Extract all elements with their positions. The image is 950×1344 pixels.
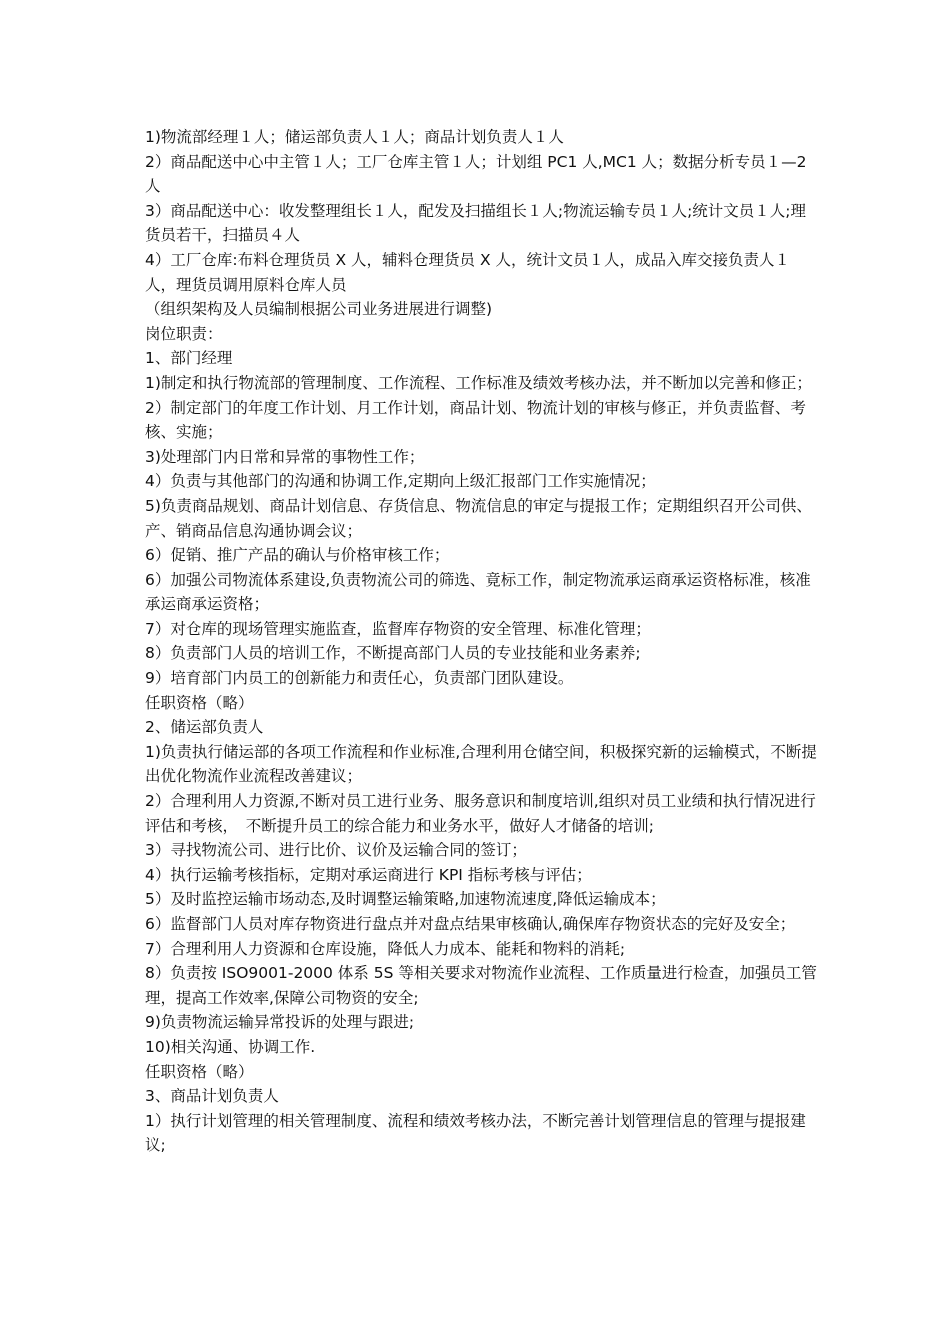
staffing-line-2: 2）商品配送中心中主管１人；工厂仓库主管１人；计划组 PC1 人,MC1 人；数据分析专员１—2 人 bbox=[145, 152, 807, 196]
duty-item: 6）监督部门人员对库存物资进行盘点并对盘点结果审核确认,确保库存物资状态的完好及安全； bbox=[145, 915, 796, 933]
staffing-note: （组织架构及人员编制根据公司业务进展进行调整) bbox=[145, 300, 493, 319]
duty-item: 4）负责与其他部门的沟通和协调工作,定期向上级汇报部门工作实施情况； bbox=[145, 472, 656, 491]
duty-item: 2）合理利用人力资源,不断对员工进行业务、服务意识和制度培训,组织对员工业绩和执行情况进行评估和考核， 不断提升员工的综合能力和业务水平，做好人才储备的培训; bbox=[145, 792, 816, 835]
duty-item: 5）及时监控运输市场动态,及时调整运输策略,加速物流速度,降低运输成本； bbox=[145, 890, 666, 909]
role-heading-department-manager: 1、部门经理 bbox=[145, 349, 233, 368]
duty-item: 2）制定部门的年度工作计划、月工作计划，商品计划、物流计划的审核与修正，并负责监督、考核、实施； bbox=[145, 398, 806, 442]
qualification-note: 任职资格（略） bbox=[145, 693, 254, 712]
duty-item: 3）寻找物流公司、进行比价、议价及运输合同的签订； bbox=[145, 841, 527, 860]
role-heading-warehouse-transport: 2、储运部负责人 bbox=[145, 718, 264, 737]
duty-item: 6）促销、推广产品的确认与价格审核工作； bbox=[145, 546, 450, 565]
staffing-line-4: 4）工厂仓库:布料仓理货员 X 人，辅料仓理货员 X 人，统计文员１人，成品入库交接负责人１人，理货员调用原料仓库人员 bbox=[145, 250, 791, 294]
section-heading-duties: 岗位职责： bbox=[145, 324, 223, 343]
duty-item: 9)负责物流运输异常投诉的处理与跟进; bbox=[145, 1013, 415, 1032]
duty-item: 8）负责按 ISO9001-2000 体系 5S 等相关要求对物流作业流程、工作质量进行检查，加强员工管理，提高工作效率,保障公司物资的安全; bbox=[145, 964, 817, 1007]
duty-item: 1）执行计划管理的相关管理制度、流程和绩效考核办法，不断完善计划管理信息的管理与提报建议; bbox=[145, 1111, 806, 1155]
duty-item: 1)负责执行储运部的各项工作流程和作业标准,合理利用仓储空间，积极探究新的运输模式，不断提出优化物流作业流程改善建议； bbox=[145, 742, 817, 786]
duty-item: 10)相关沟通、协调工作. bbox=[145, 1037, 316, 1056]
duty-item: 4）执行运输考核指标，定期对承运商进行 KPI 指标考核与评估； bbox=[145, 865, 592, 884]
duty-item: 7）合理利用人力资源和仓库设施，降低人力成本、能耗和物料的消耗; bbox=[145, 939, 626, 958]
document-body bbox=[145, 125, 820, 1158]
qualification-note: 任职资格（略） bbox=[145, 1062, 254, 1081]
staffing-line-3: 3）商品配送中心：收发整理组长１人，配发及扫描组长１人;物流运输专员１人;统计文员１人;理货员若干，扫描员４人 bbox=[145, 201, 807, 245]
duty-item: 5)负责商品规划、商品计划信息、存货信息、物流信息的审定与提报工作；定期组织召开公司供、产、销商品信息沟通协调会议； bbox=[145, 496, 812, 540]
duty-item: 9）培育部门内员工的创新能力和责任心，负责部门团队建设。 bbox=[145, 669, 574, 688]
role-heading-product-planning: 3、商品计划负责人 bbox=[145, 1087, 279, 1106]
duty-item: 1)制定和执行物流部的管理制度、工作流程、工作标准及绩效考核办法，并不断加以完善和修正； bbox=[145, 373, 812, 392]
staffing-line-1: 1)物流部经理１人；储运部负责人１人；商品计划负责人１人 bbox=[145, 128, 564, 146]
duty-item: 8）负责部门人员的培训工作，不断提高部门人员的专业技能和业务素养; bbox=[145, 644, 641, 663]
duty-item: 3)处理部门内日常和异常的事物性工作； bbox=[145, 447, 425, 466]
duty-item: 6）加强公司物流体系建设,负责物流公司的筛选、竟标工作，制定物流承运商承运资格标准，核准承运商承运资格； bbox=[145, 570, 811, 614]
duty-item: 7）对仓库的现场管理实施监查，监督库存物资的安全管理、标准化管理； bbox=[145, 619, 651, 638]
